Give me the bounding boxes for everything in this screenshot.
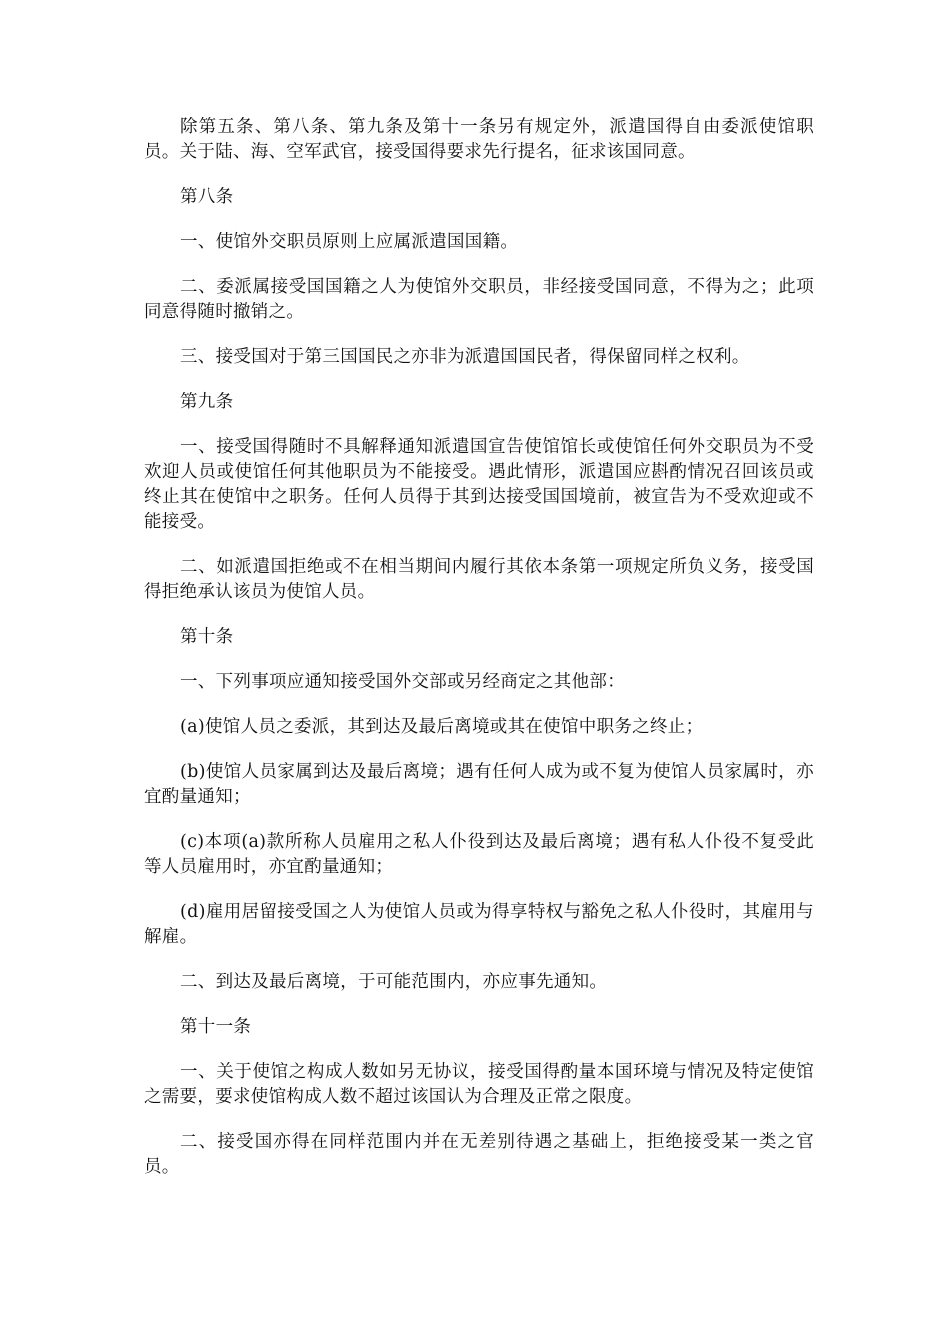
list-item: (c)本项(a)款所称人员雇用之私人仆役到达及最后离境；遇有私人仆役不复受此等人员雇用时，亦宜酌量通知；	[144, 832, 814, 877]
article-heading: 第九条	[180, 392, 234, 412]
paragraph: 一、接受国得随时不具解释通知派遣国宣告使馆馆长或使馆任何外交职员为不受欢迎人员或使馆任何其他职员为不能接受。遇此情形，派遣国应斟酌情况召回该员或终止其在使馆中之职务。任何人员得于其到达接受国国境前，被宣告为不受欢迎或不能接受。	[144, 437, 814, 532]
paragraph: 二、接受国亦得在同样范围内并在无差别待遇之基础上，拒绝接受某一类之官员。	[144, 1132, 814, 1177]
article-heading: 第十条	[180, 627, 234, 647]
paragraph: 一、下列事项应通知接受国外交部或另经商定之其他部：	[180, 672, 625, 692]
paragraph: 一、使馆外交职员原则上应属派遣国国籍。	[180, 232, 519, 252]
paragraph: 三、接受国对于第三国国民之亦非为派遣国国民者，得保留同样之权利。	[180, 347, 750, 367]
paragraph: 二、到达及最后离境，于可能范围内，亦应事先通知。	[180, 972, 608, 992]
article-heading: 第八条	[180, 187, 234, 207]
paragraph: 二、委派属接受国国籍之人为使馆外交职员，非经接受国同意，不得为之；此项同意得随时撤销之。	[144, 277, 814, 322]
paragraph: 一、关于使馆之构成人数如另无协议，接受国得酌量本国环境与情况及特定使馆之需要，要求使馆构成人数不超过该国认为合理及正常之限度。	[144, 1062, 814, 1107]
article-heading: 第十一条	[180, 1017, 252, 1037]
list-item: (b)使馆人员家属到达及最后离境；遇有任何人成为或不复为使馆人员家属时，亦宜酌量通知；	[144, 762, 814, 807]
list-item: (a)使馆人员之委派，其到达及最后离境或其在使馆中职务之终止；	[180, 717, 704, 737]
list-item: (d)雇用居留接受国之人为使馆人员或为得享特权与豁免之私人仆役时，其雇用与解雇。	[144, 902, 814, 947]
paragraph: 二、如派遣国拒绝或不在相当期间内履行其依本条第一项规定所负义务，接受国得拒绝承认该员为使馆人员。	[144, 557, 814, 602]
paragraph: 除第五条、第八条、第九条及第十一条另有规定外，派遣国得自由委派使馆职员。关于陆、海、空军武官，接受国得要求先行提名，征求该国同意。	[144, 117, 814, 162]
document-page	[144, 115, 814, 1200]
